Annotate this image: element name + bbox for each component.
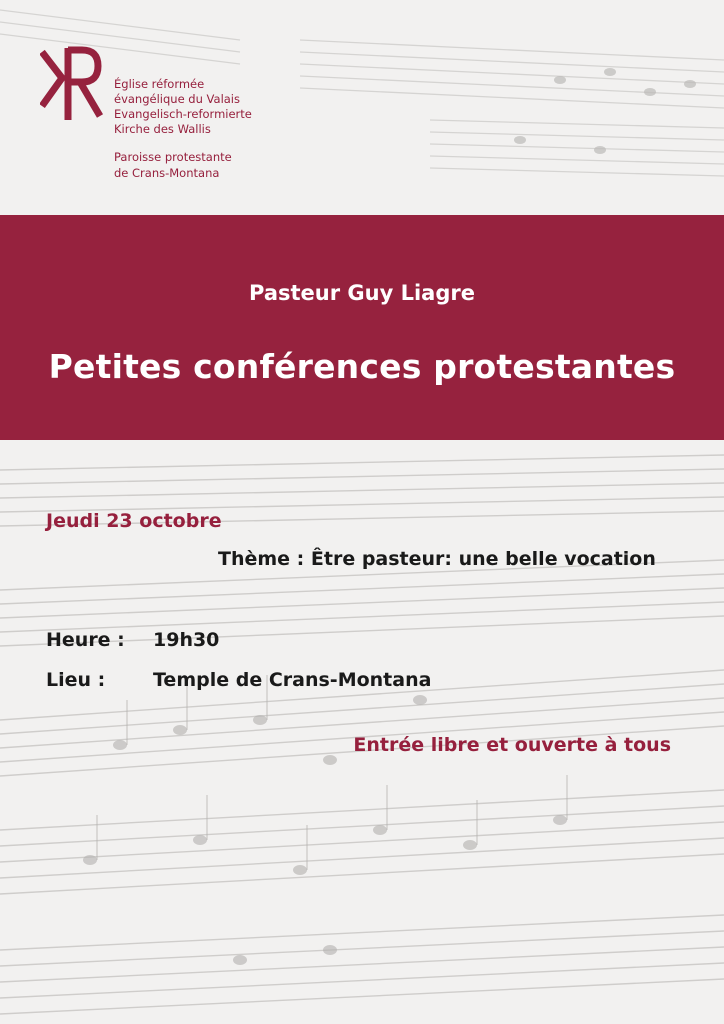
event-title: Petites conférences protestantes: [48, 347, 676, 386]
event-theme: Thème : Être pasteur: une belle vocation: [218, 548, 656, 570]
parish-line: de Crans-Montana: [114, 166, 220, 180]
place-row: [46, 669, 431, 691]
place-label: Lieu :: [46, 669, 106, 691]
speaker-name: Pasteur Guy Liagre: [249, 281, 475, 305]
org-line: Kirche des Wallis: [114, 122, 211, 136]
event-date: Jeudi 23 octobre: [46, 510, 222, 532]
entry-note: Entrée libre et ouverte à tous: [353, 734, 671, 756]
parish-line: Paroisse protestante: [114, 150, 232, 164]
org-line: Église réformée: [114, 77, 205, 91]
time-row: [46, 629, 219, 651]
place-value: Temple de Crans-Montana: [153, 669, 432, 691]
org-line: Evangelisch-reformierte: [114, 107, 252, 121]
time-value: 19h30: [153, 629, 220, 651]
org-line: évangélique du Valais: [114, 92, 240, 106]
time-label: Heure :: [46, 629, 125, 651]
